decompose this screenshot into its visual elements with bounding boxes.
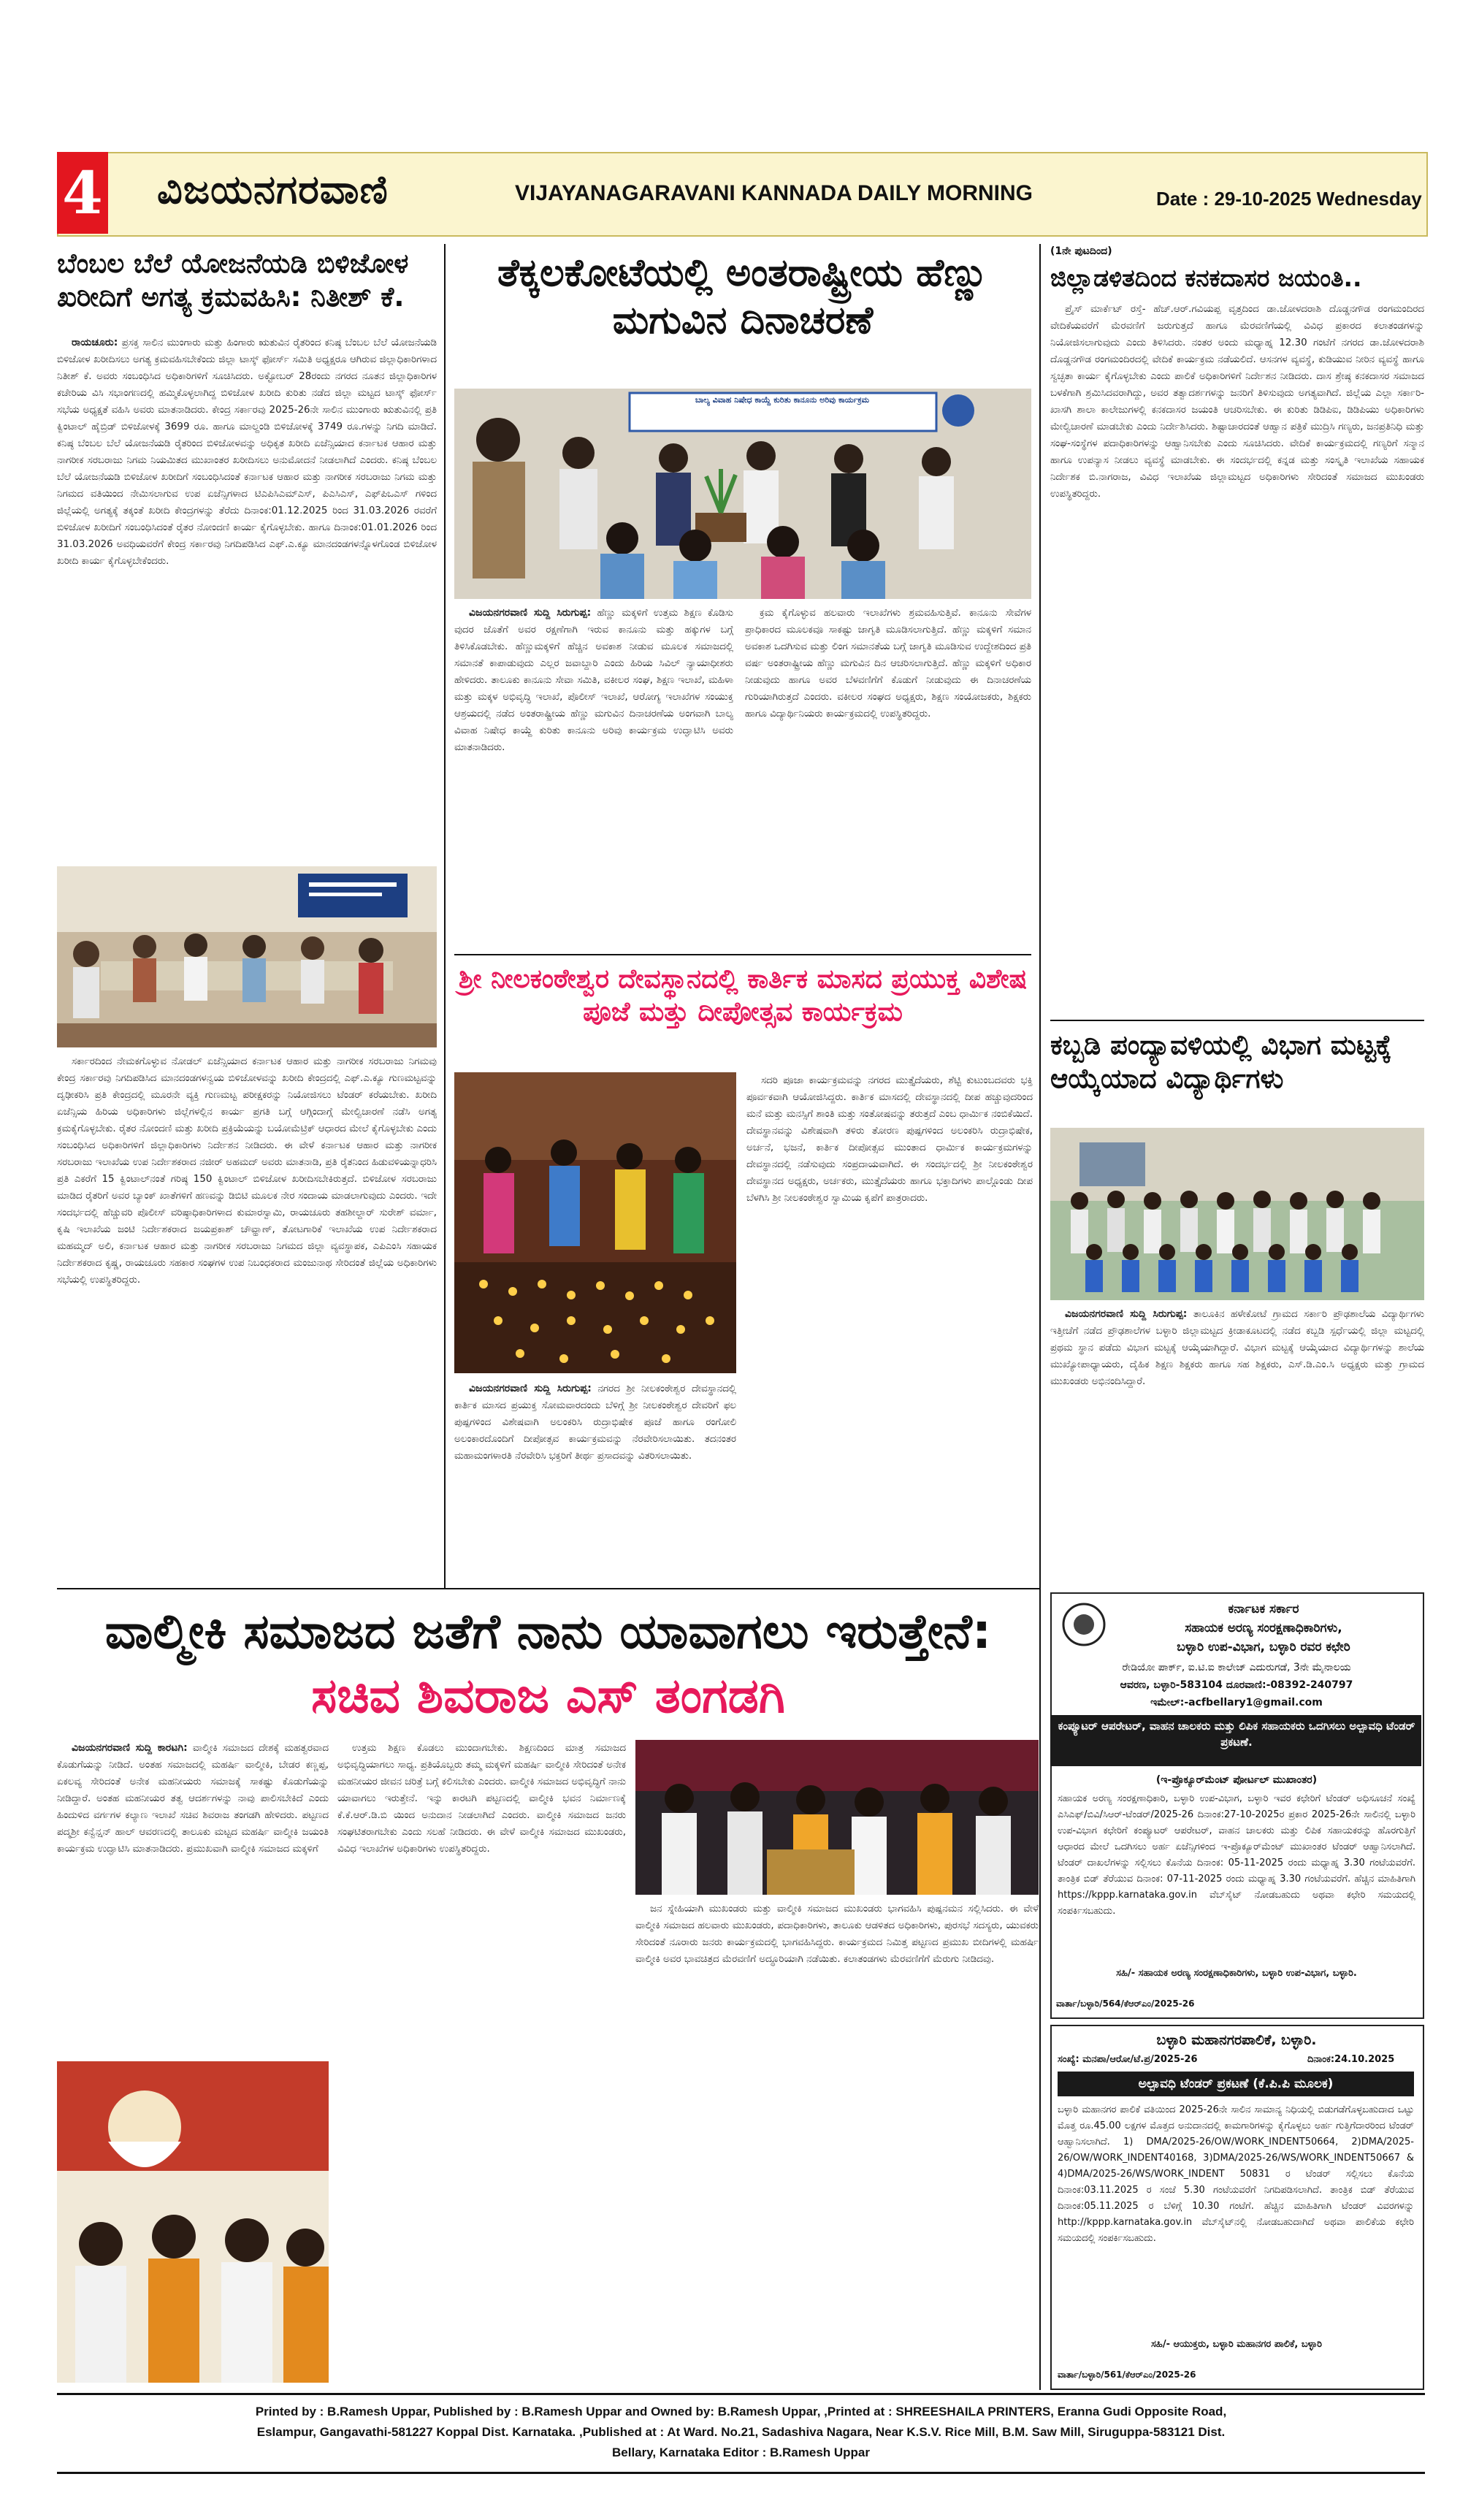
section-rule bbox=[454, 954, 1031, 955]
article4-dateline: ವಿಜಯನಗರವಾಣಿ ಸುದ್ದಿ ಕಾರಟಗಿ: bbox=[72, 1742, 188, 1754]
karnataka-emblem-icon bbox=[1060, 1601, 1107, 1648]
kabaddi-team-photo bbox=[1050, 1128, 1424, 1300]
article4-col1: ವಿಜಯನಗರವಾಣಿ ಸುದ್ದಿ ಕಾರಟಗಿ: ವಾಲ್ಮೀಕಿ ಸಮಾಜದ ದೇಶಕ್ಕೆ ಮಹತ್ವರವಾದ ಕೊಡುಗೆಯನ್ನು ನೀಡಿದೆ. ಅಂತಹ ಸಮಾಜದಲ್ಲಿ ಮಹರ್ಷಿ ವಾಲ್ಮೀಕಿ, ಬೇಡರ ಕಣ್ಣಪ್ಪ, ಏಕಲವ್ಯ ಸೇರಿದಂತೆ ಅನೇಕ ಮಹನೀಯರು ಸಮಾಜಕ್ಕೆ ಸಾಕಷ್ಟು ಕೊಡುಗೆಯನ್ನು ನೀಡಿದ್ದಾರೆ. ಅಂತಹ ಮಹನೀಯರ ತತ್ವ ಆದರ್ಶಗಳನ್ನು ನಾವು ಪಾಲಿಸಬೇಕಿದೆ ಎಂದು ಹಿಂದುಳಿದ ವರ್ಗಗಳ ಕಲ್ಯಾಣ ಇಲಾಖೆ ಸಚಿವ ಶಿವರಾಜ ತಂಗಡಗಿ ಹೇಳಿದರು. ಪಟ್ಟಣದ ಪದ್ಮಶ್ರೀ ಕನ್ವೆನ್ಷನ್ ಹಾಲ್ ಆವರಣದಲ್ಲಿ ತಾಲೂಕು ಮಟ್ಟದ ಮಹರ್ಷಿ ವಾಲ್ಮೀಕಿ ಜಯಂತಿ ಕಾರ್ಯಕ್ರಮ ಉದ್ಘಾಟಿಸಿ ಮಾತನಾಡಿದರು. ಪ್ರಮುಖವಾಗಿ ವಾಲ್ಮೀಕಿ ಸಮಾಜದ ಮಕ್ಕಳಿಗೆ bbox=[57, 1742, 329, 1855]
footer-rule bbox=[57, 2393, 1425, 2395]
article3-dateline: ವಿಜಯನಗರವಾಣಿ ಸುದ್ದಿ ಸಿರುಗುಪ್ಪ: bbox=[469, 1383, 592, 1394]
meeting-photo bbox=[57, 866, 437, 1047]
article2-headline: ತೆಕ್ಕಲಕೋಟೆಯಲ್ಲಿ ಅಂತರಾಷ್ಟ್ರೀಯ ಹೆಣ್ಣು ಮಗುವಿನ ದಿನಾಚರಣೆ bbox=[497, 251, 988, 343]
paper-name-english: VIJAYANAGARAVANI KANNADA DAILY MORNING bbox=[515, 181, 1033, 205]
ad2-ref: ವಾರ್ತಾ/ಬಳ್ಳಾರಿ/561/ಕೆಆರ್‌ಎಂ/2025-26 bbox=[1058, 2370, 1196, 2380]
girl-child-day-photo bbox=[454, 389, 1031, 599]
ad1-line3: ಬಳ್ಳಾರಿ ಉಪ-ವಿಭಾಗ, ಬಳ್ಳಾರಿ ರವರ ಕಛೇರಿ bbox=[1177, 1640, 1350, 1654]
valmiki-portrait-photo bbox=[57, 2061, 329, 2383]
article4-headline-highlight: ಸಚಿವ ಶಿವರಾಜ ಎಸ್ ತಂಗಡಗಿ bbox=[311, 1668, 785, 1724]
ad1-sign: ಸಹಿ/- ಸಹಾಯಕ ಅರಣ್ಯ ಸಂರಕ್ಷಣಾಧಿಕಾರಿಗಳು, ಬಳ್ಳಾರಿ ಉಪ-ವಿಭಾಗ, ಬಳ್ಳಾರಿ. bbox=[1116, 1968, 1357, 1979]
article2-dateline: ವಿಜಯನಗರವಾಣಿ ಸುದ್ದಿ ಸಿರುಗುಪ್ಪ: bbox=[469, 607, 592, 619]
article3-body-right: ಸದರಿ ಪೂಜಾ ಕಾರ್ಯಕ್ರಮವನ್ನು ನಗರದ ಮುತ್ತೈದೆಯರು, ಶೆಟ್ಟಿ ಕುಟುಂಬದವರು ಭಕ್ತಿ ಪೂರ್ವಕವಾಗಿ ಆಯೋಜಿಸಿದ್ದರು. ಕಾರ್ತಿಕ ಮಾಸದಲ್ಲಿ ದೇವಸ್ಥಾನದಲ್ಲಿ ದೀಪ ಹಚ್ಚುವುದರಿಂದ ಮನೆ ಮತ್ತು ಮನಸ್ಸಿಗೆ ಶಾಂತಿ ಮತ್ತು ಸಂತೋಷವನ್ನು ತರುತ್ತದೆ ಎಂಬ ಧಾರ್ಮಿಕ ನಂಬಿಕೆಯಿದೆ. ದೇವಸ್ಥಾನವನ್ನು ವಿಶೇಷವಾಗಿ ತಳಿರು ತೋರಣ ಪುಷ್ಪಗಳಿಂದ ಅಲಂಕರಿಸಿ ರುದ್ರಾಭಿಷೇಕ, ಅರ್ಚನೆ, ಭಜನೆ, ಕಾರ್ತಿಕ ದೀಪೋತ್ಸವ ಮುಂತಾದ ಧಾರ್ಮಿಕ ಕಾರ್ಯಕ್ರಮಗಳನ್ನು ದೇವಸ್ಥಾನದಲ್ಲಿ ನಡೆಸುವುದು ಸಂಪ್ರದಾಯವಾಗಿದೆ. ಈ ಸಂದರ್ಭದಲ್ಲಿ ಶ್ರೀ ನೀಲಕಂಠೇಶ್ವರ ದೇವಸ್ಥಾನದ ಅಧ್ಯಕ್ಷರು, ಅರ್ಚಕರು, ಮುತ್ತೈದೆಯರು ಹಾಗೂ ಭಕ್ತಾದಿಗಳು ಪಾಲ್ಗೊಂಡು ದೀಪ ಬೆಳಗಿಸಿ ಶ್ರೀ ನೀಲಕಂಠೇಶ್ವರ ಸ್ವಾಮಿಯ ಕೃಪೆಗೆ ಪಾತ್ರರಾದರು. bbox=[746, 1075, 1033, 1204]
article6-dateline: ವಿಜಯನಗರವಾಣಿ ಸುದ್ದಿ ಸಿರುಗುಪ್ಪ: bbox=[1065, 1308, 1188, 1320]
valmiki-event-photo bbox=[635, 1740, 1039, 1895]
section-rule bbox=[57, 1588, 1039, 1589]
ad1-line2: ಸಹಾಯಕ ಅರಣ್ಯ ಸಂರಕ್ಷಣಾಧಿಕಾರಿಗಳು, bbox=[1185, 1621, 1342, 1635]
column-rule bbox=[444, 244, 446, 1588]
footer-line2: Eslampur, Gangavathi-581227 Koppal Dist. Karnataka. ,Published at : At Ward. No.21, Sadashiva Nagara, Near K.S.V. Rice Mill, B.M. Saw Mill, Siruguppa-583121 Dist. bbox=[256, 2425, 1226, 2439]
ad1-line1: ಕರ್ನಾಟಕ ಸರ್ಕಾರ bbox=[1228, 1602, 1299, 1616]
ad2-number: ಸಂಖ್ಯೆ: ಮನಪಾ/ಆರೋ/ಟೆ.ಪ್ರ/2025-26 bbox=[1058, 2054, 1198, 2065]
ad1-ref: ವಾರ್ತಾ/ಬಳ್ಳಾರಿ/564/ಕೆಆರ್‌ಎಂ/2025-26 bbox=[1056, 1998, 1195, 2009]
ad1-email: ಇಮೇಲ್:-acfbellary1@gmail.com bbox=[1150, 1697, 1323, 1708]
ad1-body: ಸಹಾಯಕ ಅರಣ್ಯ ಸಂರಕ್ಷಣಾಧಿಕಾರಿ, ಬಳ್ಳಾರಿ ಉಪ-ವಿಭಾಗ, ಬಳ್ಳಾರಿ ಇವರ ಕಛೇರಿಗೆ ಟೆಂಡರ್ ಅಧಿಸೂಚನೆ ಸಂಖ್ಯೆ ಎಸಿಎಫ್/ಬಿವಿ/ಸಿಆರ್-ಟೆಂಡರ್/2025-26 ದಿನಾಂಕ:27-10-2025ರ ಪ್ರಕಾರ 2025-26ನೇ ಸಾಲಿನಲ್ಲಿ ಬಳ್ಳಾರಿ ಉಪ-ವಿಭಾಗ ಕಛೇರಿಗೆ ಕಂಪ್ಯೂಟರ್ ಆಪರೇಟರ್, ವಾಹನ ಚಾಲಕರು ಮತ್ತು ಲಿಪಿಕ ಸಹಾಯಕರನ್ನು ಹೊರಗುತ್ತಿಗೆ ಆಧಾರದ ಮೇಲೆ ಒದಗಿಸಲು ಅರ್ಹ ಏಜೆನ್ಸಿಗಳಿಂದ ಇ-ಪ್ರೊಕ್ಯೂರ್‌ಮೆಂಟ್ ಮುಖಾಂತರ ಟೆಂಡರ್ ಆಹ್ವಾನಿಸಲಾಗಿದೆ. ಟೆಂಡರ್ ದಾಖಲೆಗಳನ್ನು ಸಲ್ಲಿಸಲು ಕೊನೆಯ ದಿನಾಂಕ: 05-11-2025 ರಂದು ಮಧ್ಯಾಹ್ನ 3.30 ಗಂಟೆಯವರೆಗೆ. ತಾಂತ್ರಿಕ ಬಿಡ್ ತೆರೆಯುವ ದಿನಾಂಕ: 07-11-2025 ರಂದು ಮಧ್ಯಾಹ್ನ 3.30 ಗಂಟೆಯವರೆಗೆ. ಹೆಚ್ಚಿನ ಮಾಹಿತಿಗಾಗಿ https://kppp.karnataka.gov.in ವೆಬ್‌ಸೈಟ್ ನೋಡಬಹುದು ಅಥವಾ ಕಛೇರಿ ಸಮಯದಲ್ಲಿ ಸಂಪರ್ಕಿಸಬಹುದು. bbox=[1058, 1793, 1415, 1917]
ad1-line5: ಆವರಣ, ಬಳ್ಳಾರಿ-583104 ದೂರವಾಣಿ:-08392-240797 bbox=[1120, 1679, 1353, 1691]
ad1-subtitle: (ಇ-ಪ್ರೊಕ್ಯೂರ್‌ಮೆಂಟ್ ಪೋರ್ಟಲ್ ಮುಖಾಂತರ) bbox=[1155, 1774, 1318, 1786]
ad1-line4: ರೇಡಿಯೋ ಪಾರ್ಕ್, ಐ.ಟಿ.ಐ ಕಾಲೇಜ್ ಎದುರುಗಡೆ, 3ನೇ ಮೈನಾಲಯ bbox=[1122, 1662, 1351, 1673]
ad2-body: ಬಳ್ಳಾರಿ ಮಹಾನಗರ ಪಾಲಿಕೆ ವತಿಯಿಂದ 2025-26ನೇ ಸಾಲಿನ ಸಾಮಾನ್ಯ ನಿಧಿಯಲ್ಲಿ ಬಿಡುಗಡೆಗೊಳ್ಳಬಹುದಾದ ಒಟ್ಟು ಮೊತ್ತ ರೂ.45.00 ಲಕ್ಷಗಳ ಮೊತ್ತದ ಅನುದಾನದಲ್ಲಿ ಕಾಮಗಾರಿಗಳನ್ನು ಕೈಗೊಳ್ಳಲು ಅರ್ಹ ಗುತ್ತಿಗೆದಾರರಿಂದ ಟೆಂಡರ್ ಆಹ್ವಾನಿಸಲಾಗಿದೆ. 1) DMA/2025-26/OW/WORK_INDENT50664, 2)DMA/2025-26/OW/WORK_INDENT40168, 3)DMA/2025-26/WS/WORK_INDENT50667 & 4)DMA/2025-26/WS/WORK_INDENT 50831 ರ ಟೆಂಡರ್ ಸಲ್ಲಿಸಲು ಕೊನೆಯ ದಿನಾಂಕ:03.11.2025 ರ ಸಂಜೆ 5.30 ಗಂಟೆಯವರೆಗೆ ನಿಗದಿಪಡಿಸಲಾಗಿದೆ. ತಾಂತ್ರಿಕ ಬಿಡ್ ತೆರೆಯುವ ದಿನಾಂಕ:05.11.2025 ರ ಬೆಳಿಗ್ಗೆ 10.30 ಗಂಟೆಗೆ. ಹೆಚ್ಚಿನ ಮಾಹಿತಿಗಾಗಿ ಟೆಂಡರ್ ವಿವರಗಳನ್ನು http://kppp.karnataka.gov.in ವೆಬ್‌ಸೈಟ್‌ನಲ್ಲಿ ನೋಡಬಹುದಾಗಿದೆ ಅಥವಾ ಪಾಲಿಕೆಯ ಕಛೇರಿ ಸಮಯದಲ್ಲಿ ಸಂಪರ್ಕಿಸಬಹುದು. bbox=[1058, 2104, 1414, 2244]
ad2-sign: ಸಹಿ/- ಆಯುಕ್ತರು, ಬಳ್ಳಾರಿ ಮಹಾನಗರ ಪಾಲಿಕೆ, ಬಳ್ಳಾರಿ bbox=[1150, 2339, 1323, 2350]
footer-rule-bottom bbox=[57, 2472, 1425, 2474]
paper-name-kannada: ವಿಜಯನಗರವಾಣಿ bbox=[157, 167, 389, 213]
ad1-title: ಕಂಪ್ಯೂಟರ್ ಆಪರೇಟರ್, ವಾಹನ ಚಾಲಕರು ಮತ್ತು ಲಿಪಿಕ ಸಹಾಯಕರು ಒದಗಿಸಲು ಅಲ್ಪಾವಧಿ ಟೆಂಡರ್ ಪ್ರಕಟಣೆ. bbox=[1058, 1719, 1415, 1749]
issue-date: Date : 29-10-2025 Wednesday bbox=[1156, 188, 1422, 210]
footer-line3: Bellary, Karnataka Editor : B.Ramesh Uppar bbox=[611, 2445, 870, 2459]
article2-body-right: ಕ್ರಮ ಕೈಗೊಳ್ಳುವ ಹಲವಾರು ಇಲಾಖೆಗಳು ಶ್ರಮವಹಿಸುತ್ತಿವೆ. ಕಾನೂನು ಸೇವೆಗಳ ಪ್ರಾಧಿಕಾರದ ಮೂಲಕವೂ ಸಾಕಷ್ಟು ಜಾಗೃತಿ ಮೂಡಿಸಲಾಗುತ್ತಿದೆ. ಹೆಣ್ಣು ಮಕ್ಕಳಿಗೆ ಸಮಾನ ಅವಕಾಶ ಒದಗಿಸುವ ಮತ್ತು ಲಿಂಗ ಸಮಾನತೆಯ ಬಗ್ಗೆ ಜಾಗೃತಿ ಮೂಡಿಸುವ ಉದ್ದೇಶದಿಂದ ಪ್ರತಿ ವರ್ಷ ಅಂತರಾಷ್ಟ್ರೀಯ ಹೆಣ್ಣು ಮಗುವಿನ ದಿನ ಆಚರಿಸಲಾಗುತ್ತಿದೆ. ಹೆಣ್ಣು ಮಕ್ಕಳಿಗೆ ಅಧಿಕಾರ ನೀಡುವುದು ಹಾಗೂ ಅವರ ಬೆಳವಣಿಗೆಗೆ ಕೊಡುಗೆ ನೀಡುವುದು ಈ ದಿನಾಚರಣೆಯ ಗುರಿಯಾಗಿರುತ್ತದೆ ಎಂದರು. ವಕೀಲರ ಸಂಘದ ಅಧ್ಯಕ್ಷರು, ಶಿಕ್ಷಣ ಸಂಯೋಜಕರು, ಶಿಕ್ಷಕರು ಹಾಗೂ ವಿದ್ಯಾರ್ಥಿನಿಯರು ಕಾರ್ಯಕ್ರಮದಲ್ಲಿ ಉಪಸ್ಥಿತರಿದ್ದರು. bbox=[745, 608, 1031, 719]
article1-headline: ಬೆಂಬಲ ಬೆಲೆ ಯೋಜನೆಯಡಿ ಬಿಳಿಜೋಳ ಖರೀದಿಗೆ ಅಗತ್ಯ ಕ್ರಮವಹಿಸಿ: ನಿತೀಶ್ ಕೆ. bbox=[57, 248, 409, 313]
article1-body-top: ಪ್ರಸಕ್ತ ಸಾಲಿನ ಮುಂಗಾರು ಮತ್ತು ಹಿಂಗಾರು ಋತುವಿನ ರೈತರಿಂದ ಕನಿಷ್ಠ ಬೆಂಬಲ ಬೆಲೆ ಯೋಜನೆಯಡಿ ಬಿಳಿಜೋಳ ಖರೀದಿಸಲು ಅಗತ್ಯ ಕ್ರಮವಹಿಸಬೇಕೆಂದು ಜಿಲ್ಲಾ ಟಾಸ್ಕ್ ಫೋರ್ಸ್ ಸಮಿತಿ ಅಧ್ಯಕ್ಷರೂ ಆಗಿರುವ ಜಿಲ್ಲಾಧಿಕಾರಿಗಳಾದ ನಿತೀಶ್ ಕೆ. ಅವರು ಸಂಬಂಧಿಸಿದ ಅಧಿಕಾರಿಗಳಿಗೆ ಸೂಚಿಸಿದರು. ಅಕ್ಟೋಬರ್ 28ರಂದು ನಗರದ ನೂತನ ಜಿಲ್ಲಾಧಿಕಾರಿಗಳ ಕಚೇರಿಯ ವಿಸಿ ಸಭಾಂಗಣದಲ್ಲಿ ಹಮ್ಮಿಕೊಳ್ಳಲಾಗಿದ್ದ ಬಿಳಿಜೋಳ ಖರೀದಿ ಕುರಿತು ನಡೆದ ಜಿಲ್ಲಾ ಮಟ್ಟದ ಟಾಸ್ಕ್ ಫೋರ್ಸ್ ಸಭೆಯ ಅಧ್ಯಕ್ಷತೆ ವಹಿಸಿ ಅವರು ಮಾತನಾಡಿದರು. ಕೇಂದ್ರ ಸರ್ಕಾರವು 2025-26ನೇ ಸಾಲಿನ ಮುಂಗಾರು ಋತುವಿನಲ್ಲಿ ಪ್ರತಿ ಕ್ವಿಂಟಾಲ್ ಹೈಬ್ರಿಡ್ ಬಿಳಿಜೋಳಕ್ಕೆ 3699 ರೂ. ಹಾಗೂ ಮಾಲ್ದಂಡಿ ಬಿಳಿಜೋಳಕ್ಕೆ 3749 ರೂ.ಗಳನ್ನು ನಿಗದಿ ಮಾಡಿದೆ. ಕನಿಷ್ಠ ಬೆಂಬಲ ಬೆಲೆ ಯೋಜನೆಯಡಿ ರೈತರಿಂದ ಬಿಳಿಜೋಳವನ್ನು ಅಧಿಕೃತ ಖರೀದಿ ಏಜೆನ್ಸಿಯಾದ ಕರ್ನಾಟಕ ಆಹಾರ ಮತ್ತು ನಾಗರೀಕ ಸರಬರಾಜು ನಿಗಮ ನಿಯಮಿತದ ಮುಖಾಂತರ ಖರೀದಿಸಲು ಅನುಮೋದನೆ ನೀಡಲಾಗಿದೆ ಎಂದರು. ಕನಿಷ್ಠ ಬೆಂಬಲ ಬೆಲೆ ಯೋಜನೆಯಡಿ ಬಿಳಿಜೋಳ ಖರೀದಿಗೆ ಸಂಬಂಧಿಸಿದಂತೆ ಕರ್ನಾಟಕ ಆಹಾರ ಮತ್ತು ನಾಗರೀಕ ಸರಬರಾಜು ನಿಗಮ ಮತ್ತು ನಿಗಮದ ವತಿಯಿಂದ ನೇಮಿಸಲಾಗುವ ಉಪ ಏಜೆನ್ಸಿಗಳಾದ ಟಿಎಪಿಸಿಎಮ್ಎಸ್, ಪಿಎಸಿಎಸ್, ಎಫ್‌ಪಿಒಎಸ್ ಗಳಿಂದ ಜಿಲ್ಲೆಯಲ್ಲಿ ಅಗತ್ಯಕ್ಕೆ ತಕ್ಕಂತೆ ಖರೀದಿ ಕೇಂದ್ರಗಳನ್ನು ತೆರೆದು ದಿನಾಂಕ:01.12.2025 ರಿಂದ 31.03.2026 ರವರೆಗೆ ಬಿಳಿಜೋಳ ಖರೀದಿಗೆ ಸಂಬಂಧಿಸಿದಂತೆ ರೈತರ ನೋಂದಣಿ ಕಾರ್ಯ ಕೈಗೊಳ್ಳಬೇಕು. ಹಾಗೂ ದಿನಾಂಕ:01.01.2026 ರಿಂದ 31.03.2026 ಅವಧಿಯವರೆಗೆ ಕೇಂದ್ರ ಸರ್ಕಾರವು ನಿಗದಿಪಡಿಸಿದ ಎಫ್.ಎ.ಕ್ಯೂ ಮಾನದಂಡಗಳನ್ನೊಳಗೊಂಡ ಬಿಳಿಜೋಳ ಖರೀದಿ ಕಾರ್ಯ ಕೈಗೊಳ್ಳಬೇಕೆಂದರು. bbox=[57, 337, 437, 567]
article2-body-left: ವಿಜಯನಗರವಾಣಿ ಸುದ್ದಿ ಸಿರುಗುಪ್ಪ: ಹೆಣ್ಣು ಮಕ್ಕಳಿಗೆ ಉತ್ತಮ ಶಿಕ್ಷಣ ಕೊಡಿಸು ವುದರ ಜೊತೆಗೆ ಅವರ ರಕ್ಷಣೆಗಾಗಿ ಇರುವ ಕಾನೂನು ಮತ್ತು ಹಕ್ಕುಗಳ ಬಗ್ಗೆ ತಿಳಿಸಿಕೊಡಬೇಕು. ಹೆಣ್ಣುಮಕ್ಕಳಿಗೆ ಹೆಚ್ಚಿನ ಅವಕಾಶ ನೀಡುವ ಮೂಲಕ ಸಮಾಜದಲ್ಲಿ ಸಮಾನತೆ ಕಾಪಾಡುವುದು ಎಲ್ಲರ ಜವಾಬ್ದಾರಿ ಎಂದು ಹಿರಿಯ ಸಿವಿಲ್ ನ್ಯಾಯಾಧೀಶರು ಹೇಳಿದರು. ತಾಲೂಕು ಕಾನೂನು ಸೇವಾ ಸಮಿತಿ, ವಕೀಲರ ಸಂಘ, ಶಿಕ್ಷಣ ಇಲಾಖೆ, ಮಹಿಳಾ ಮತ್ತು ಮಕ್ಕಳ ಅಭಿವೃದ್ಧಿ ಇಲಾಖೆ, ಪೊಲೀಸ್ ಇಲಾಖೆ, ಆರೋಗ್ಯ ಇಲಾಖೆಗಳ ಸಂಯುಕ್ತ ಆಶ್ರಯದಲ್ಲಿ ನಡೆದ ಅಂತರಾಷ್ಟ್ರೀಯ ಹೆಣ್ಣು ಮಗುವಿನ ದಿನಾಚರಣೆಯ ಅಂಗವಾಗಿ ಬಾಲ್ಯ ವಿವಾಹ ನಿಷೇಧ ಕಾಯ್ದೆ ಕುರಿತು ಕಾನೂನು ಅರಿವು ಕಾರ್ಯಕ್ರಮ ಉದ್ಘಾಟಿಸಿ ಅವರು ಮಾತನಾಡಿದರು. bbox=[454, 607, 733, 753]
ad2-header: ಬಳ್ಳಾರಿ ಮಹಾನಗರಪಾಲಿಕೆ, ಬಳ್ಳಾರಿ. bbox=[1156, 2032, 1317, 2048]
article5-headline: ಜಿಲ್ಲಾಡಳಿತದಿಂದ ಕನಕದಾಸರ ಜಯಂತಿ.. bbox=[1050, 264, 1362, 292]
article1-body-continued bbox=[57, 1053, 437, 1583]
footer-line1: Printed by : B.Ramesh Uppar, Published by : B.Ramesh Uppar and Owned by: B.Ramesh Uppar, ,Printed at : SHREESHAILA PRINTERS, Eranna Gudi Opposite Road, bbox=[255, 2405, 1227, 2418]
ad2-banner: ಅಲ್ಪಾವಧಿ ಟೆಂಡರ್ ಪ್ರಕಟಣೆ (ಕೆ.ಪಿ.ಪಿ ಮೂಲಕ) bbox=[1058, 2072, 1414, 2096]
article1-body bbox=[57, 335, 437, 860]
article5-body: ಪ್ರೈಸ್ ಮಾರ್ಕೆಟ್ ರಸ್ತೆ- ಹೆಚ್.ಆರ್.ಗವಿಯಪ್ಪ ವೃತ್ತದಿಂದ ಡಾ.ಜೋಳದರಾಶಿ ದೊಡ್ಡನಗೌಡ ರಂಗಮಂದಿರದ ವೇದಿಕೆಯವರೆಗೆ ಮೆರವಣಿಗೆ ಜರುಗುತ್ತದೆ ಹಾಗೂ ಮೆರವಣಿಗೆಯಲ್ಲಿ ವಿವಿಧ ಪ್ರಕಾರದ ಕಲಾತಂಡಗಳನ್ನು ನಿಯೋಜಿಸಲಾಗುವುದು ಎಂದು ತಿಳಿಸಿದರು. ನಂತರ ಅಂದು ಮಧ್ಯಾಹ್ನ 12.30 ಗಂಟೆಗೆ ನಗರದ ಡಾ.ಜೋಳದರಾಶಿ ದೊಡ್ಡನಗೌಡ ರಂಗಮಂದಿರದಲ್ಲಿ ವೇದಿಕೆ ಕಾರ್ಯಕ್ರಮ ನಡೆಯಲಿದೆ. ಆಸನಗಳ ವ್ಯವಸ್ಥೆ, ಕುಡಿಯುವ ನೀರಿನ ವ್ಯವಸ್ಥೆ ಹಾಗೂ ಸ್ವಚ್ಛತಾ ಕಾರ್ಯ ಕೈಗೊಳ್ಳಬೇಕು ಎಂದು ಪಾಲಿಕೆ ಅಧಿಕಾರಿಗಳಿಗೆ ನಿರ್ದೇಶನ ನೀಡಿದರು. ದಾಸ ಶ್ರೇಷ್ಠ ಕನಕದಾಸರ ಸಮಾಜದ ಬಳಕೆಗಾಗಿ ಶ್ರಮಿಸಿದವರಾಗಿದ್ದು, ಅವರ ತತ್ವಾದರ್ಶಗಳನ್ನು ಜನರಿಗೆ ತಿಳಿಸುವುದು ಅಗತ್ಯವಾಗಿದೆ. ಜಿಲ್ಲೆಯ ಎಲ್ಲಾ ಸರ್ಕಾರಿ-ಖಾಸಗಿ ಶಾಲಾ ಕಾಲೇಜುಗಳಲ್ಲಿ ಕನಕದಾಸರ ಜಯಂತಿ ಆಚರಿಸಬೇಕು. ಈ ಕುರಿತು ಡಿಡಿಪಿಐ, ಡಿಡಿಪಿಯು ಅಧಿಕಾರಿಗಳು ಮೇಲ್ವಿಚಾರಣೆ ಮಾಡಬೇಕು ಎಂದು ನಿರ್ದೇಶಿಸಿದರು. ಶಿಷ್ಟಾಚಾರದಂತೆ ಆಹ್ವಾನ ಪತ್ರಿಕೆ ಮುದ್ರಿಸಿ ಗಣ್ಯರು, ಜನಪ್ರತಿನಿಧಿ ಮತ್ತು ಸಂಘ-ಸಂಸ್ಥೆಗಳ ಪದಾಧಿಕಾರಿಗಳನ್ನು ಆಹ್ವಾನಿಸಬೇಕು ಎಂದು ಸೂಚಿಸಿದರು. ವೇದಿಕೆ ಕಾರ್ಯಕ್ರಮದಲ್ಲಿ ಗಣ್ಯರಿಗೆ ಸನ್ಮಾನ ಹಾಗೂ ಉಪನ್ಯಾಸ ನೀಡಲು ವ್ಯವಸ್ಥೆ ಮಾಡಬೇಕು. ಈ ಸಂದರ್ಭದಲ್ಲಿ ಕನ್ನಡ ಮತ್ತು ಸಂಸ್ಕೃತಿ ಇಲಾಖೆಯ ಸಹಾಯಕ ನಿರ್ದೇಶಕ ಬಿ.ನಾಗರಾಜ, ವಿವಿಧ ಇಲಾಖೆಯ ಜಿಲ್ಲಾಮಟ್ಟದ ಅಧಿಕಾರಿಗಳು ಸೇರಿದಂತೆ ಸಮಾಜದ ಮುಖಂಡರು ಉಪಸ್ಥಿತರಿದ್ದರು. bbox=[1050, 304, 1424, 500]
article4-col2: ಉತ್ತಮ ಶಿಕ್ಷಣ ಕೊಡಲು ಮುಂದಾಗಬೇಕು. ಶಿಕ್ಷಣದಿಂದ ಮಾತ್ರ ಸಮಾಜದ ಅಭಿವೃದ್ಧಿಯಾಗಲು ಸಾಧ್ಯ. ಪ್ರತಿಯೊಬ್ಬರು ತಮ್ಮ ಮಕ್ಕಳಿಗೆ ಮಹರ್ಷಿ ವಾಲ್ಮೀಕಿ ಸೇರಿದಂತೆ ಅನೇಕ ಮಹನೀಯರ ಜೀವನ ಚರಿತ್ರೆ ಬಗ್ಗೆ ಕಲಿಸಬೇಕು ಎಂದರು. ವಾಲ್ಮೀಕಿ ಸಮಾಜದ ಅಭಿವೃದ್ಧಿಗೆ ನಾನು ಯಾವಾಗಲು ಇರುತ್ತೇನೆ. ಇನ್ನು ಕಾರಟಗಿ ಪಟ್ಟಣದಲ್ಲಿ ವಾಲ್ಮೀಕಿ ಭವನ ನಿರ್ಮಾಣಕ್ಕೆ ಕೆ.ಕೆ.ಆರ್.ಡಿ.ಬಿ ಯಿಂದ ಅನುದಾನ ನೀಡಲಾಗಿದೆ ಎಂದರು. ವಾಲ್ಮೀಕಿ ಸಮಾಜದ ಜನರು ಸಂಘಟಿತರಾಗಬೇಕು ಎಂದು ಸಲಹೆ ನೀಡಿದರು. ಈ ವೇಳೆ ವಾಲ್ಮೀಕಿ ಸಮಾಜದ ಮುಖಂಡರು, ವಿವಿಧ ಇಲಾಖೆಗಳ ಅಧಿಕಾರಿಗಳು ಉಪಸ್ಥಿತರಿದ್ದರು. bbox=[337, 1743, 626, 1855]
ad2-date: ದಿನಾಂಕ:24.10.2025 bbox=[1307, 2054, 1395, 2065]
page-number: 4 bbox=[62, 159, 103, 227]
article3-headline: ಶ್ರೀ ನೀಲಕಂಠೇಶ್ವರ ದೇವಸ್ಥಾನದಲ್ಲಿ ಕಾರ್ತಿಕ ಮಾಸದ ಪ್ರಯುಕ್ತ ವಿಶೇಷ ಪೂಜೆ ಮತ್ತು ದೀಪೋತ್ಸವ ಕಾರ್ಯಕ್ರಮ bbox=[458, 964, 1028, 1027]
deepotsava-photo bbox=[454, 1072, 736, 1373]
article1-body-bottom: ಸರ್ಕಾರದಿಂದ ನೇಮಕಗೊಳ್ಳುವ ನೋಡಲ್ ಏಜೆನ್ಸಿಯಾದ ಕರ್ನಾಟಕ ಆಹಾರ ಮತ್ತು ನಾಗರೀಕ ಸರಬರಾಜು ನಿಗಮವು ಕೇಂದ್ರ ಸರ್ಕಾರವು ನಿಗದಿಪಡಿಸಿದ ಮಾನದಂಡಗಳನ್ವಯ ಬಿಳಿಜೋಳವನ್ನು ಖರೀದಿ ಕೇಂದ್ರದಲ್ಲಿ ಎಫ್.ಎ.ಕ್ಯೂ ಗುಣಮಟ್ಟವನ್ನು ದೃಢೀಕರಿಸಿ ಪ್ರತಿ ಕೇಂದ್ರದಲ್ಲಿ ಮೂರನೇ ವ್ಯಕ್ತಿ ಗುಣಮಟ್ಟ ಪರೀಕ್ಷಕರನ್ನು ನಿಯೋಜಿಸಲು ಟೆಂಡರ್ ಕರೆಯಬೇಕು. ಖರೀದಿ ಏಜೆನ್ಸಿಯ ಹಿರಿಯ ಅಧಿಕಾರಿಗಳು ಜಿಲ್ಲೆಗಳಲ್ಲಿನ ಕಾರ್ಯ ಪ್ರಗತಿ ಬಗ್ಗೆ ಆಗ್ಗಿಂದಾಗ್ಗೆ ಮೇಲ್ವಿಚಾರಣೆ ನಡೆಸಿ ಅಗತ್ಯ ಕ್ರಮಕೈಗೊಳ್ಳಬೇಕು. ರೈತರ ನೋಂದಣಿ ಮತ್ತು ಖರೀದಿ ಪ್ರಕ್ರಿಯೆಯನ್ನು ಬಯೋಮೆಟ್ರಿಕ್ ಆಧಾರದ ಮೇಲೆ ಕೈಗೊಳ್ಳಬೇಕು ಎಂದು ಸಂಬಂಧಿಸಿದ ಅಧಿಕಾರಿಗಳಿಗೆ ಜಿಲ್ಲಾಧಿಕಾರಿಗಳು ನಿರ್ದೇಶನ ನೀಡಿದರು. ಈ ವೇಳೆ ಕರ್ನಾಟಕ ಆಹಾರ ಮತ್ತು ನಾಗರೀಕ ಸರಬರಾಜು ಇಲಾಖೆಯ ಉಪ ನಿರ್ದೇಶಕರಾದ ನಜೀರ್ ಅಹಮದ್ ಅವರು ಮಾತನಾಡಿ, ಪ್ರತಿ ರೈತನಿಂದ ಹಿಡುವಳಿಯನ್ನಾಧರಿಸಿ ಪ್ರತಿ ಎಕರೆಗೆ 15 ಕ್ವಿಂಟಾಲ್‌ನಂತೆ ಗರಿಷ್ಠ 150 ಕ್ವಿಂಟಾಲ್ ಬಿಳಿಜೋಳ ಖರೀದಿಸಬೇಕಿರುತ್ತದೆ. ಬಿಳಿಜೋಳ ಸರಬರಾಜು ಮಾಡಿದ ರೈತರಿಗೆ ಅವರ ಬ್ಯಾಂಕ್ ಖಾತೆಗಳಿಗೆ ಹಣವನ್ನು ಡಿಬಿಟಿ ಮೂಲಕ ನೇರ ಸಂದಾಯ ಮಾಡಲಾಗುವುದು ಎಂದರು. ಇದೇ ಸಂದರ್ಭದಲ್ಲಿ ಹೆಚ್ಚುವರಿ ಪೊಲೀಸ್ ವರಿಷ್ಠಾಧಿಕಾರಿಗಳಾದ ಕುಮಾರಸ್ವಾಮಿ, ರಾಯಚೂರು ತಹಶೀಲ್ದಾರ್ ಸುರೇಶ್ ವರ್ಮಾ, ಕೃಷಿ ಇಲಾಖೆಯ ಜಂಟಿ ನಿರ್ದೇಶಕರಾದ ಜಯಪ್ರಕಾಶ್ ಚೌವ್ಹಾಣ್, ತೋಟಗಾರಿಕೆ ಇಲಾಖೆಯ ಉಪ ನಿರ್ದೇಶಕರಾದ ಮಹಮ್ಮದ್ ಅಲಿ, ಕರ್ನಾಟಕ ಆಹಾರ ಮತ್ತು ನಾಗರೀಕ ಸರಬರಾಜು ನಿಗಮದ ಜಿಲ್ಲಾ ವ್ಯವಸ್ಥಾಪಕ, ಎಪಿಎಂಸಿ ಸಹಾಯಕ ನಿರ್ದೇಶಕರಾದ ಕೃಷ್ಣ, ರಾಯಚೂರು ಸಹಕಾರ ಸಂಘಗಳ ಉಪ ನಿಬಂಧಕರಾದ ಮಂಜುನಾಥ ಸೇರಿದಂತೆ ಜಿಲ್ಲೆಯ ಅಧಿಕಾರಿಗಳು ಸಭೆಯಲ್ಲಿ ಉಪಸ್ಥಿತರಿದ್ದರು. bbox=[57, 1056, 437, 1286]
article6-body: ವಿಜಯನಗರವಾಣಿ ಸುದ್ದಿ ಸಿರುಗುಪ್ಪ: ತಾಲೂಕಿನ ಹಳೇಕೋಟೆ ಗ್ರಾಮದ ಸರ್ಕಾರಿ ಪ್ರೌಢಶಾಲೆಯ ವಿದ್ಯಾರ್ಥಿಗಳು ಇತ್ತೀಚೆಗೆ ನಡೆದ ಪ್ರೌಢಶಾಲೆಗಳ ಬಳ್ಳಾರಿ ಜಿಲ್ಲಾಮಟ್ಟದ ಕ್ರೀಡಾಕೂಟದಲ್ಲಿ ನಡೆದ ಕಬ್ಬಡಿ ಸ್ಪರ್ಧೆಯಲ್ಲಿ ಜಿಲ್ಲಾ ಮಟ್ಟದಲ್ಲಿ ಪ್ರಥಮ ಸ್ಥಾನ ಪಡೆದು ವಿಭಾಗ ಮಟ್ಟಕ್ಕೆ ಆಯ್ಕೆಯಾಗಿದ್ದಾರೆ. ವಿಭಾಗ ಮಟ್ಟಕ್ಕೆ ಆಯ್ಕೆಯಾದ ವಿದ್ಯಾರ್ಥಿಗಳನ್ನು ಶಾಲೆಯ ಮುಖ್ಯೋಪಾಧ್ಯಾಯರು, ದೈಹಿಕ ಶಿಕ್ಷಣ ಶಿಕ್ಷಕರು ಹಾಗೂ ಸಹ ಶಿಕ್ಷಕರು, ಎಸ್.ಡಿ.ಎಂ.ಸಿ ಅಧ್ಯಕ್ಷರು ಮತ್ತು ಗ್ರಾಮದ ಮುಖಂಡರು ಅಭಿನಂದಿಸಿದ್ದಾರೆ. bbox=[1050, 1308, 1424, 1387]
section-rule bbox=[1050, 1020, 1424, 1021]
article4-headline: ವಾಲ್ಮೀಕಿ ಸಮಾಜದ ಜತೆಗೆ ನಾನು ಯಾವಾಗಲು ಇರುತ್ತೇನೆ: ಸಚಿವ ಶಿವರಾಜ ಎಸ್ ತಂಗಡಗಿ bbox=[104, 1603, 992, 1724]
photo-banner-text: ಬಾಲ್ಯ ವಿವಾಹ ನಿಷೇಧ ಕಾಯ್ದೆ ಕುರಿತು ಕಾನೂನು ಅರಿವು ಕಾರ್ಯಕ್ರಮ bbox=[695, 395, 870, 405]
article1-dateline: ರಾಯಚೂರು: bbox=[72, 337, 118, 348]
article5-kicker: (1ನೇ ಪುಟದಿಂದ) bbox=[1050, 245, 1112, 257]
column-rule bbox=[1039, 244, 1041, 2390]
article3-body-left: ವಿಜಯನಗರವಾಣಿ ಸುದ್ದಿ ಸಿರುಗುಪ್ಪ: ನಗರದ ಶ್ರೀ ನೀಲಕಂಠೇಶ್ವರ ದೇವಸ್ಥಾನದಲ್ಲಿ ಕಾರ್ತಿಕ ಮಾಸದ ಪ್ರಯುಕ್ತ ಸೋಮವಾರದಂದು ಬೆಳಿಗ್ಗೆ ಶ್ರೀ ನೀಲಕಂಠೇಶ್ವರ ದೇವರಿಗೆ ಫಲ ಪುಷ್ಪಗಳಿಂದ ವಿಶೇಷವಾಗಿ ಅಲಂಕರಿಸಿ ರುದ್ರಾಭಿಷೇಕ ಪೂಜೆ ಹಾಗೂ ರಂಗೋಲಿ ಅಲಂಕಾರದೊಂದಿಗೆ ದೀಪೋತ್ಸವ ಕಾರ್ಯಕ್ರಮವನ್ನು ನೆರವೇರಿಸಲಾಯಿತು. ತದನಂತರ ಮಹಾಮಂಗಳಾರತಿ ನೆರವೇರಿಸಿ ಭಕ್ತರಿಗೆ ತೀರ್ಥ ಪ್ರಸಾದವನ್ನು ವಿತರಿಸಲಾಯಿತು. bbox=[454, 1383, 736, 1462]
article6-headline: ಕಬ್ಬಡಿ ಪಂದ್ಯಾವಳಿಯಲ್ಲಿ ವಿಭಾಗ ಮಟ್ಟಕ್ಕೆ ಆಯ್ಕೆಯಾದ ವಿದ್ಯಾರ್ಥಿಗಳು bbox=[1050, 1029, 1392, 1095]
article4-col3: ಜನ ಸ್ನೇಹಿಯಾಗಿ ಮುಖಂಡರು ಮತ್ತು ವಾಲ್ಮೀಕಿ ಸಮಾಜದ ಮುಖಂಡರು ಭಾಗವಹಿಸಿ ಪುಷ್ಪನಮನ ಸಲ್ಲಿಸಿದರು. ಈ ವೇಳೆ ವಾಲ್ಮೀಕಿ ಸಮಾಜದ ಹಲವಾರು ಮುಖಂಡರು, ಪದಾಧಿಕಾರಿಗಳು, ತಾಲೂಕು ಆಡಳಿತದ ಅಧಿಕಾರಿಗಳು, ಪುರಸಭೆ ಸದಸ್ಯರು, ಯುವಕರು ಸೇರಿದಂತೆ ನೂರಾರು ಜನರು ಕಾರ್ಯಕ್ರಮದಲ್ಲಿ ಭಾಗವಹಿಸಿದ್ದರು. ಕಾರ್ಯಕ್ರಮದ ನಿಮಿತ್ತ ಪಟ್ಟಣದ ಪ್ರಮುಖ ಬೀದಿಗಳಲ್ಲಿ ಮಹರ್ಷಿ ವಾಲ್ಮೀಕಿ ಅವರ ಭಾವಚಿತ್ರದ ಮೆರವಣಿಗೆ ಅದ್ಧೂರಿಯಾಗಿ ನಡೆಯಿತು. ಕಲಾತಂಡಗಳು ಮೆರವಣಿಗೆಗೆ ಮೆರುಗು ನೀಡಿದವು. bbox=[635, 1904, 1039, 1965]
